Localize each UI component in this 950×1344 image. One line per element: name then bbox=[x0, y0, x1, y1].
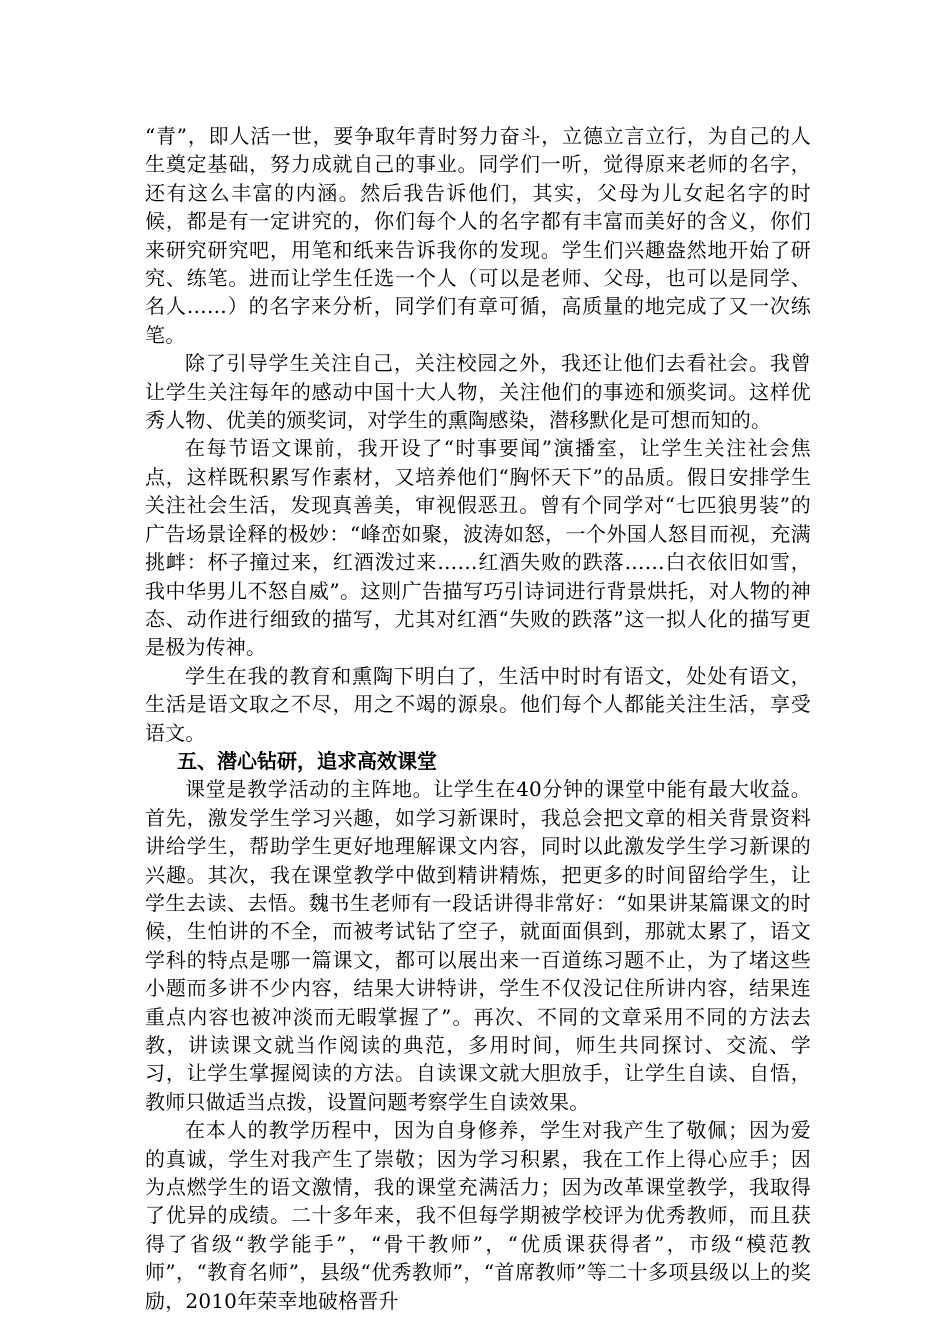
paragraph-2: 除了引导学生关注自己，关注校园之外，我还让他们去看社会。我曾让学生关注每年的感动中国十大人物，关注他们的事迹和颁奖词。这样优秀人物、优美的颁奖词，对学生的熏陶感染，潜移默化是可想而知的。 bbox=[145, 351, 811, 433]
paragraph-1: “青”，即人活一世，要争取年青时努力奋斗，立德立言立行，为自己的人生奠定基础，努力成就自己的事业。同学们一听，觉得原来老师的名字，还有这么丰富的内涵。然后我告诉他们，其实，父母为儿女起名字的时候，都是有一定讲究的，你们每个人的名字都有丰富而美好的含义，你们来研究研究吧，用笔和纸来告诉我你的发现。学生们兴趣盎然地开始了研究、练笔。进而让学生任选一个人（可以是老师、父母，也可以是同学、名人……）的名字来分析，同学们有章可循，高质量的地完成了又一次练笔。 bbox=[145, 124, 811, 347]
paragraph-5: 课堂是教学活动的主阵地。让学生在40分钟的课堂中能有最大收益。首先，激发学生学习兴趣，如学习新课时，我总会把文章的相关背景资料讲给学生，帮助学生更好地理解课文内容，同时以此激发学生学习新课的兴趣。其次，我在课堂教学中做到精讲精炼，把更多的时间留给学生，让学生去读、去悟。魏书生老师有一段话讲得非常好：“如果讲某篇课文的时候，生怕讲的不全，而被考试钻了空子，就面面俱到，那就太累了，语文学科的特点是哪一篇课文，都可以展出来一百道练习题不止，为了堵这些小题而多讲不少内容，结果大讲特讲，学生不仅没记住所讲内容，结果连重点内容也被冲淡而无暇掌握了”。再次、不同的文章采用不同的方法去教，讲读课文就当作阅读的典范，多用时间，师生共同探讨、交流、学习，让学生掌握阅读的方法。自读课文就大胆放手，让学生自读、自悟，教师只做适当点拨，设置问题考察学生自读效果。 bbox=[145, 777, 811, 1114]
paragraph-3: 在每节语文课前，我开设了“时事要闻”演播室，让学生关注社会焦点，这样既积累写作素材，又培养他们“胸怀天下”的品质。假日安排学生关注社会生活，发现真善美，审视假恶丑。曾有个同学对“七匹狼男装”的广告场景诠释的极妙：“峰峦如聚，波涛如怒，一个外国人怒目而视，充满挑衅：杯子撞过来，红酒泼过来……红酒失败的跌落……白衣依旧如雪，我中华男儿不怒自威”。这则广告描写巧引诗词进行背景烘托，对人物的神态、动作进行细致的描写，尤其对红酒“失败的跌落”这一拟人化的描写更是极为传神。 bbox=[145, 436, 811, 660]
section-heading: 五、潜心钻研，追求高效课堂 bbox=[177, 748, 437, 773]
document-page bbox=[145, 122, 811, 1315]
paragraph-4: 学生在我的教育和熏陶下明白了，生活中时时有语文，处处有语文，生活是语文取之不尽，用之不竭的源泉。他们每个人都能关注生活，享受语文。 bbox=[145, 663, 811, 745]
paragraph-6: 在本人的教学历程中，因为自身修养，学生对我产生了敬佩；因为爱的真诚，学生对我产生了崇敬；因为学习积累，我在工作上得心应手；因为点燃学生的语文激情，我的课堂充满活力；因为改革课堂教学，我取得了优异的成绩。二十多年来，我不但每学期被学校评为优秀教师，而且获得了省级“教学能手”，“骨干教师”，“优质课获得者”，市级“模范教师”，“教育名师”，县级“优秀教师”，“首席教师”等二十多项县级以上的奖励，2010年荣幸地破格晋升 bbox=[145, 1118, 811, 1313]
